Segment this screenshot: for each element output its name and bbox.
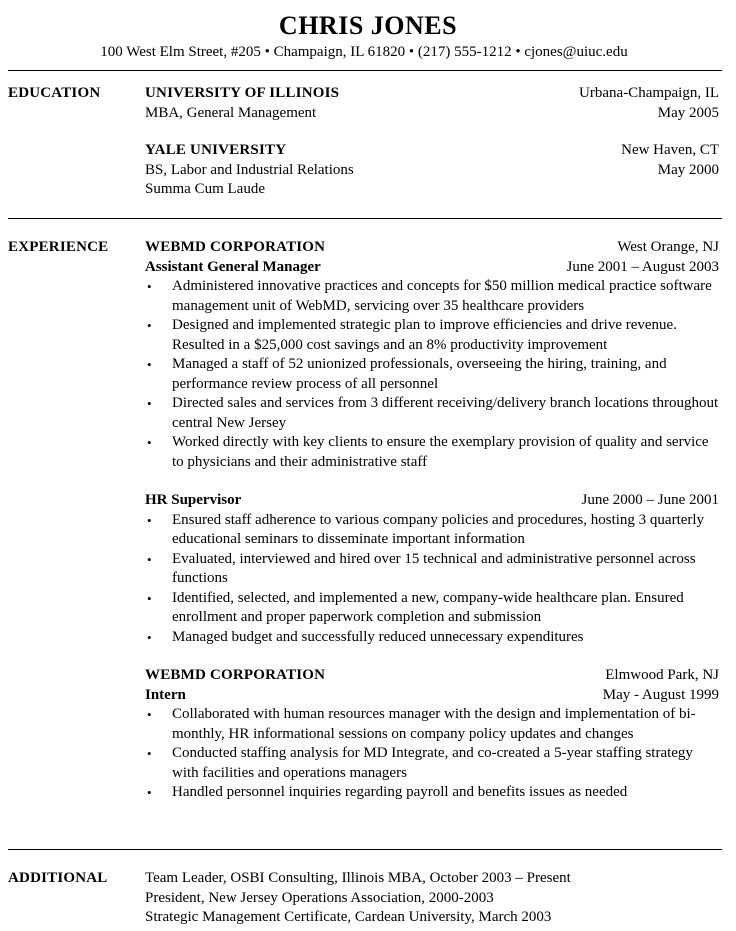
list-item: • Identified, selected, and implemented a new, company-wide healthcare plan. Ensured enrollment and proper paperwork completion and submission [147, 589, 684, 625]
additional-section [145, 869, 719, 928]
honor: Summa Cum Laude [145, 181, 265, 197]
list-item: • Collaborated with human resources manager with the design and implementation of bi-monthly, HR informational sessions on company policy updates and changes [147, 706, 696, 742]
list-item: • Managed a staff of 52 unionized professionals, overseeing the hiring, training, and performance review process of all personnel [147, 356, 667, 392]
bullet-icon: • [147, 318, 152, 333]
list-item: • Administered innovative practices and concepts for $50 million medical practice software management unit of WebMD, servicing over 35 healthcare providers [147, 278, 712, 314]
degree: MBA, General Management [145, 104, 317, 121]
list-item: • Worked directly with key clients to ensure the exemplary provision of quality and service to physicians and their administrative staff [147, 434, 709, 470]
education-section [145, 84, 719, 200]
list-item: • Handled personnel inquiries regarding payroll and benefits issues as needed [145, 783, 719, 803]
job-dates: May - August 1999 [602, 686, 719, 703]
job-bullets [145, 705, 719, 803]
list-item: • Managed budget and successfully reduced unnecessary expenditures [145, 628, 719, 648]
list-item: • Designed and implemented strategic plan to improve efficiencies and drive revenue. Resulted in a $25,000 cost savings and an 8% productivity improvement [147, 317, 677, 353]
degree-date: May 2000 [657, 161, 719, 178]
list-item: • Ensured staff adherence to various company policies and procedures, hosting 3 quarterly educational seminars to disseminate important information [147, 511, 705, 547]
additional-item: Team Leader, OSBI Consulting, Illinois MBA, October 2003 – Present [145, 870, 571, 886]
additional-heading: ADDITIONAL [8, 870, 108, 886]
job-title: Intern [145, 686, 186, 703]
job-bullets [145, 511, 719, 648]
bullet-icon: • [147, 707, 152, 722]
contact-line: 100 West Elm Street, #205 • Champaign, IL 61820 • (217) 555-1212 • cjones@uiuc.edu [100, 44, 628, 60]
resume-name: CHRIS JONES [278, 11, 458, 40]
job-location: Elmwood Park, NJ [605, 667, 719, 683]
job-title: Assistant General Manager [145, 258, 321, 275]
job-entry [145, 666, 719, 803]
experience-section [145, 238, 719, 803]
list-item: • Conducted staffing analysis for MD Integrate, and co-created a 5-year staffing strategy with facilities and operations managers [147, 745, 693, 781]
job-dates: June 2000 – June 2001 [581, 492, 719, 508]
company-name: WEBMD CORPORATION [145, 667, 326, 683]
header-rule [8, 70, 722, 71]
bullet-icon: • [147, 396, 152, 411]
education-heading: EDUCATION [8, 85, 101, 101]
job-location: West Orange, NJ [617, 239, 719, 255]
company-name: WEBMD CORPORATION [145, 239, 326, 255]
bullet-icon: • [147, 279, 152, 294]
bullet-icon: • [147, 590, 152, 606]
bullet-icon: • [147, 785, 152, 800]
bullet-icon: • [147, 551, 152, 567]
bullet-icon: • [147, 357, 152, 372]
school-location: New Haven, CT [621, 142, 719, 158]
job-title: HR Supervisor [145, 492, 242, 508]
degree-date: May 2005 [657, 104, 719, 121]
bullet-icon: • [147, 746, 152, 761]
school-name: YALE UNIVERSITY [145, 142, 287, 158]
job-entry [145, 491, 719, 647]
job-entry [145, 238, 719, 472]
additional-item: Strategic Management Certificate, Cardean University, March 2003 [145, 909, 552, 925]
school-name: UNIVERSITY OF ILLINOIS [145, 85, 340, 101]
list-item: • Directed sales and services from 3 different receiving/delivery branch locations throughout central New Jersey [147, 395, 719, 431]
bullet-icon: • [147, 435, 152, 450]
school-entry [145, 84, 719, 123]
job-bullets [145, 277, 719, 472]
section-rule [8, 218, 722, 219]
bullet-icon: • [147, 512, 152, 528]
experience-heading: EXPERIENCE [8, 239, 109, 255]
list-item: • Evaluated, interviewed and hired over 15 technical and administrative personnel across functions [147, 550, 696, 586]
job-dates: June 2001 – August 2003 [566, 258, 719, 275]
bullet-icon: • [147, 629, 152, 645]
additional-item: President, New Jersey Operations Association, 2000-2003 [145, 889, 494, 906]
section-rule [8, 849, 722, 850]
school-entry [145, 141, 719, 200]
degree: BS, Labor and Industrial Relations [145, 161, 354, 178]
school-location: Urbana-Champaign, IL [579, 85, 719, 101]
